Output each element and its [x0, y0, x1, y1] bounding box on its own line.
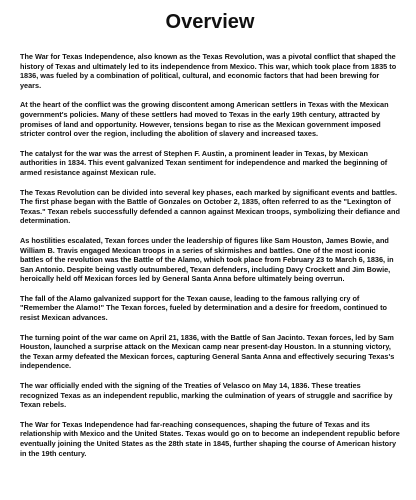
document-body	[20, 52, 400, 458]
paragraph-5: As hostilities escalated, Texan forces under the leadership of figures like Sam Houston, James Bowie, and William B. Travis engaged Mexican troops in a series of skirmishes and battles. One of the most iconic battles of the revolution was the Battle of the Alamo, which took place from February 23 to March 6, 1836, in San Antonio. Despite being vastly outnumbered, Texan defenders, including Davy Crockett and Jim Bowie, heroically held off Mexican forces led by General Santa Anna before ultimately being overrun.	[20, 235, 394, 284]
paragraph-6: The fall of the Alamo galvanized support for the Texan cause, leading to the famous rallying cry of "Remember the Alamo!" The Texan forces, fueled by determination and a desire for freedom, continued to resist Mexican advances.	[20, 293, 387, 323]
paragraph-9: The War for Texas Independence had far-reaching consequences, shaping the future of Texas and its relationship with Mexico and the United States. Texas would go on to become an independent republic before eventually joining the United States as the 28th state in 1845, further shaping the course of American history in the 19th century.	[20, 419, 400, 458]
paragraph-4: The Texas Revolution can be divided into several key phases, each marked by significant events and battles. The first phase began with the Battle of Gonzales on October 2, 1835, often referred to as the "Lexington of Texas." Texan rebels successfully defended a cannon against Mexican troops, symbolizing their defiance and determination.	[20, 187, 400, 226]
paragraph-7: The turning point of the war came on April 21, 1836, with the Battle of San Jacinto. Texan forces, led by Sam Houston, launched a surprise attack on the Mexican camp near present-day Houston. In a stunning victory, the Texan army defeated the Mexican forces, capturing General Santa Anna and effectively securing Texas's independence.	[20, 332, 395, 371]
document-page	[20, 10, 400, 468]
paragraph-8: The war officially ended with the signing of the Treaties of Velasco on May 14, 1836. These treaties recognized Texas as an independent republic, marking the culmination of years of struggle and sacrifice by Texan rebels.	[20, 381, 393, 410]
paragraph-3: The catalyst for the war was the arrest of Stephen F. Austin, a prominent leader in Texas, by Mexican authorities in 1834. This event galvanized Texan sentiment for independence and marked the beginning of armed resistance against Mexican rule.	[20, 148, 388, 177]
paragraph-1: The War for Texas Independence, also known as the Texas Revolution, was a pivotal conflict that shaped the history of Texas and ultimately led to its independence from Mexico. This war, which took place from 1835 to 1836, was fueled by a combination of political, cultural, and economic factors that had been brewing for years.	[20, 52, 397, 90]
paragraph-2: At the heart of the conflict was the growing discontent among American settlers in Texas with the Mexican government's policies. Many of these settlers had moved to Texas in the early 19th century, attracted by promises of land and opportunity. However, tensions began to rise as the Mexican government imposed stricter control over the region, including the abolition of slavery and increased taxes.	[20, 100, 389, 139]
page-title: Overview	[165, 11, 255, 33]
